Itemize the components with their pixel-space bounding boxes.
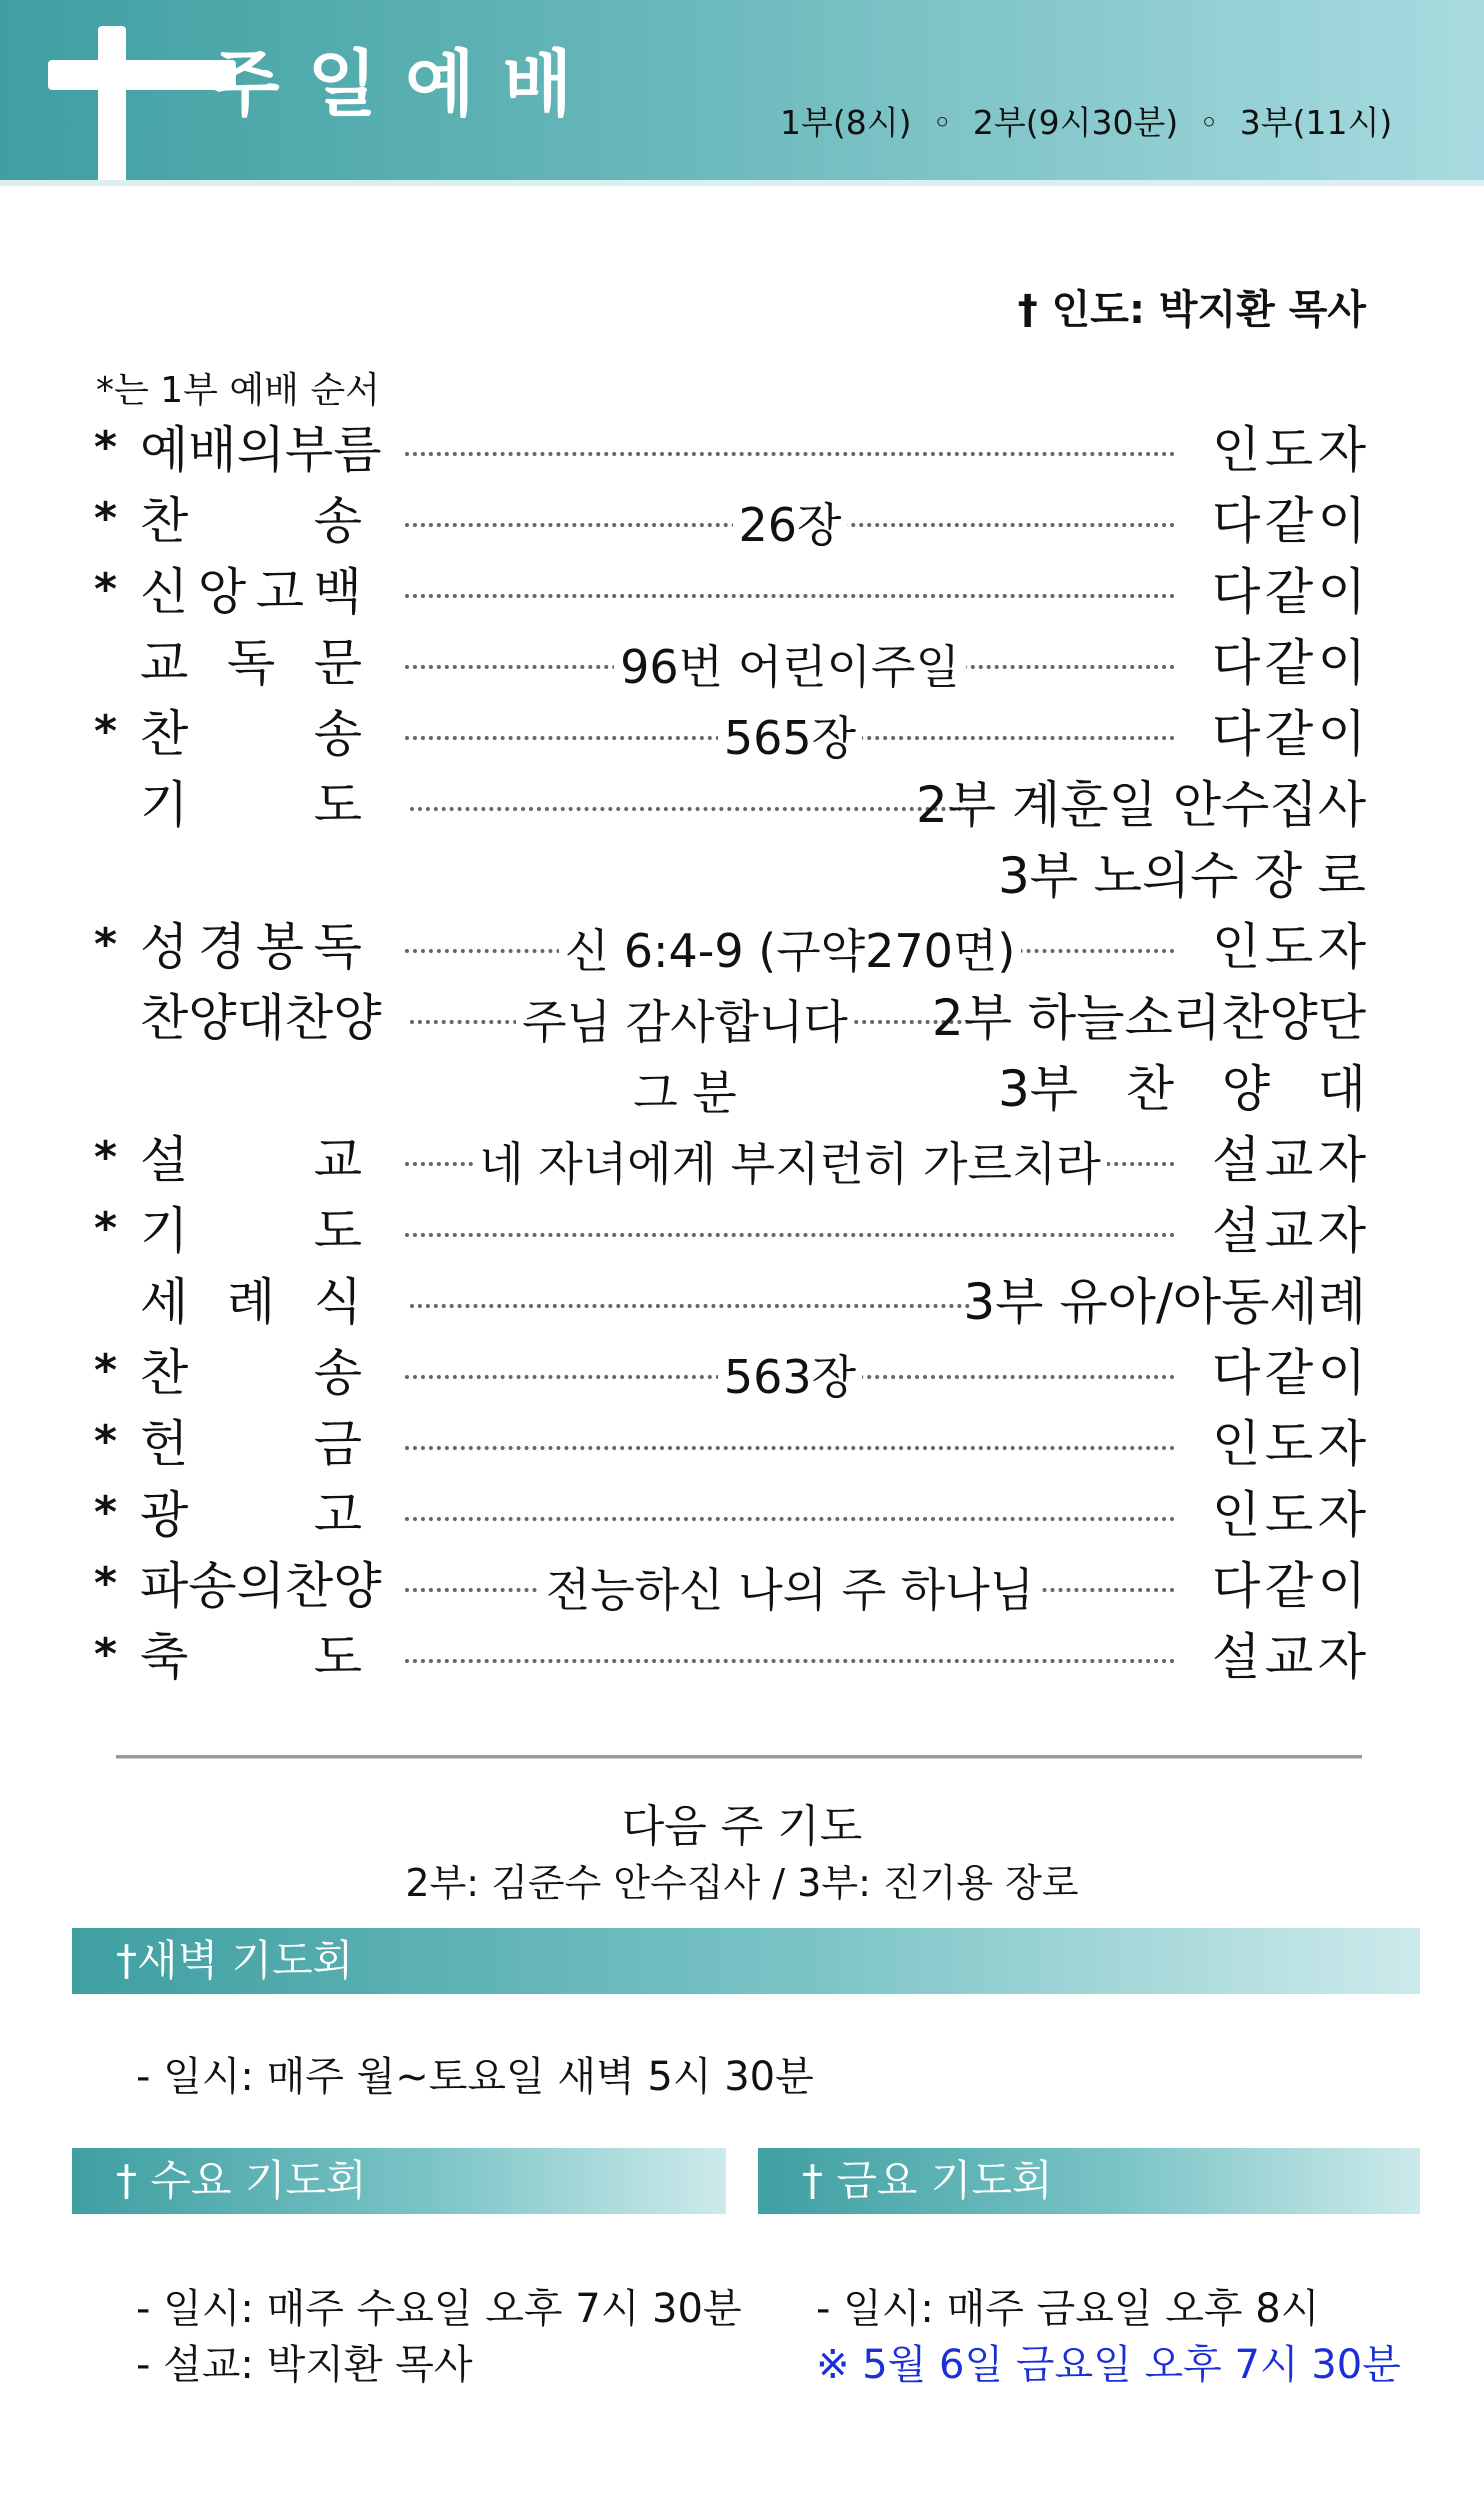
order-row (0, 481, 1484, 552)
order-label: 설 교 (140, 1131, 362, 1189)
order-person: 다 같 이 (1212, 705, 1366, 763)
order-detail: 26장 (400, 489, 1180, 555)
order-label: 신 앙 고 백 (140, 563, 362, 621)
dotted-leader (405, 1233, 1175, 1237)
dotted-leader (405, 1659, 1175, 1663)
order-star: * (94, 1558, 118, 1609)
order-row (0, 1120, 1484, 1191)
order-detail: 563장 (400, 1341, 1180, 1407)
dotted-leader (405, 452, 1175, 456)
next-prayer-names: 2부: 김준수 안수집사 / 3부: 진기용 장로 (405, 1861, 1079, 1905)
order-star: * (94, 706, 118, 757)
order-label: 파송의찬양 (140, 1557, 382, 1615)
order-row (0, 1617, 1484, 1686)
order-star: * (94, 1345, 118, 1396)
order-person: 3부 노의수 장 로 (998, 847, 1366, 905)
order-star: * (94, 1132, 118, 1183)
wednesday-prayer-sermon: - 설교: 박지환 목사 (136, 2342, 473, 2388)
order-row (0, 694, 1484, 765)
dotted-leader (410, 807, 970, 811)
next-prayer-title: 다음 주 기도 (621, 1801, 863, 1852)
order-label: 예배의부름 (140, 421, 382, 479)
cross-icon-bar (48, 60, 236, 90)
dotted-leader (405, 594, 1175, 598)
order-star: * (94, 1629, 118, 1680)
order-row (0, 978, 1484, 1049)
dotted-leader (405, 1517, 1175, 1521)
order-label: 세 례 식 (140, 1273, 362, 1331)
service-times: 1부(8시) ◦ 2부(9시30분) ◦ 3부(11시) (780, 103, 1393, 142)
order-person: 설 교 자 (1212, 1628, 1366, 1686)
order-label: 교 독 문 (140, 634, 362, 692)
order-row (0, 410, 1484, 479)
order-person: 설 교 자 (1212, 1131, 1366, 1189)
order-detail: 주님 감사합니다 (400, 986, 970, 1052)
order-label: 성 경 봉 독 (140, 918, 362, 976)
header-banner (0, 0, 1484, 180)
order-person: 2부 하늘소리찬양단 (931, 989, 1366, 1047)
order-label: 축 도 (140, 1628, 362, 1686)
order-row (0, 623, 1484, 694)
wednesday-prayer-time: - 일시: 매주 수요일 오후 7시 30분 (136, 2286, 742, 2332)
order-star: * (94, 1416, 118, 1467)
order-person: 인 도 자 (1212, 918, 1366, 976)
order-row (0, 552, 1484, 621)
dawn-prayer-time: - 일시: 매주 월~토요일 새벽 5시 30분 (136, 2054, 814, 2100)
friday-prayer-time: - 일시: 매주 금요일 오후 8시 (816, 2286, 1320, 2332)
order-label: 찬양대찬양 (140, 989, 382, 1047)
wednesday-prayer-header: † 수요 기도회 (72, 2148, 726, 2214)
order-note: *는 1부 예배 순서 (96, 370, 380, 411)
cross-icon (98, 26, 126, 190)
order-person: 인 도 자 (1212, 1486, 1366, 1544)
order-row (0, 1191, 1484, 1260)
order-star: * (94, 919, 118, 970)
order-label: 헌 금 (140, 1415, 362, 1473)
order-label: 찬 송 (140, 1344, 362, 1402)
order-detail: 96번 어린이주일 (400, 631, 1180, 697)
dotted-leader (405, 1446, 1175, 1450)
order-detail: 신 6:4-9 (구약270면) (400, 915, 1180, 981)
section-divider (116, 1755, 1362, 1759)
order-person: 3부 찬 양 대 (998, 1060, 1366, 1118)
order-row (0, 836, 1484, 905)
order-label: 찬 송 (140, 705, 362, 763)
page-title: 주일예배 (210, 42, 601, 126)
order-detail: 그 분 (400, 1057, 970, 1123)
order-row (0, 1262, 1484, 1331)
order-person: 설 교 자 (1212, 1202, 1366, 1260)
order-star: * (94, 493, 118, 544)
dawn-prayer-header: †새벽 기도회 (72, 1928, 1420, 1994)
order-person: 다 같 이 (1212, 492, 1366, 550)
order-row (0, 1049, 1484, 1120)
order-label: 광 고 (140, 1486, 362, 1544)
order-label: 기 도 (140, 776, 362, 834)
order-person: 인 도 자 (1212, 1415, 1366, 1473)
order-person: 다 같 이 (1212, 1344, 1366, 1402)
order-star: * (94, 564, 118, 615)
order-row (0, 1475, 1484, 1544)
order-person: 2부 계훈일 안수집사 (916, 776, 1366, 834)
order-detail: 전능하신 나의 주 하나님 (400, 1554, 1180, 1620)
order-label: 찬 송 (140, 492, 362, 550)
order-person: 다 같 이 (1212, 563, 1366, 621)
friday-prayer-header: † 금요 기도회 (758, 2148, 1420, 2214)
order-person: 다 같 이 (1212, 634, 1366, 692)
order-row (0, 907, 1484, 978)
order-row (0, 1404, 1484, 1473)
order-row (0, 1333, 1484, 1404)
order-star: * (94, 1487, 118, 1538)
order-label: 기 도 (140, 1202, 362, 1260)
order-detail: 565장 (400, 702, 1180, 768)
order-star: * (94, 1203, 118, 1254)
order-person: 3부 유아/아동세례 (963, 1273, 1366, 1331)
header-underline (0, 180, 1484, 186)
dotted-leader (410, 1304, 970, 1308)
order-row (0, 1546, 1484, 1617)
friday-prayer-notice: ※ 5월 6일 금요일 오후 7시 30분 (816, 2342, 1401, 2388)
order-star: * (94, 422, 118, 473)
order-person: 다 같 이 (1212, 1557, 1366, 1615)
worship-leader: † 인도: 박지환 목사 (1017, 287, 1366, 333)
order-detail: 네 자녀에게 부지런히 가르치라 (400, 1128, 1180, 1194)
order-row (0, 765, 1484, 834)
order-person: 인 도 자 (1212, 421, 1366, 479)
